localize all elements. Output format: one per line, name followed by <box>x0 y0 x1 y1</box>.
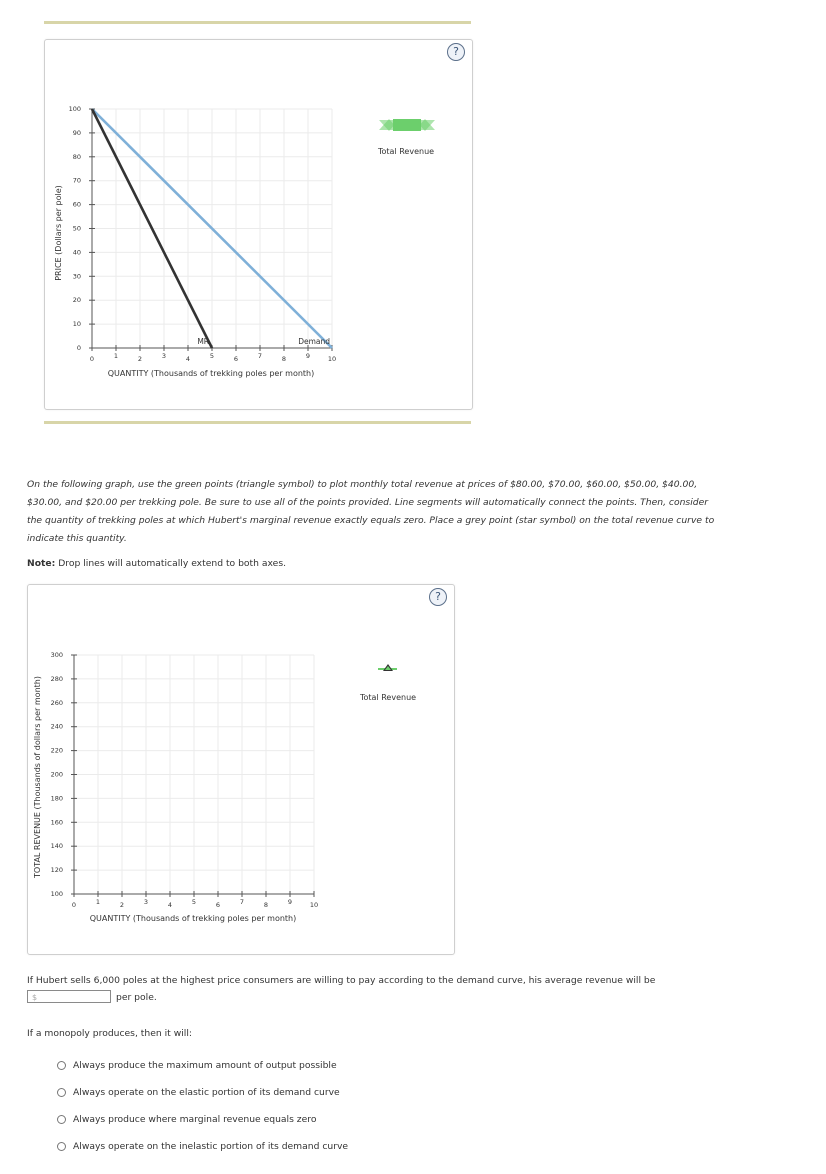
radio-button[interactable] <box>57 1061 66 1070</box>
graph1-x-tick-label: 3 <box>161 352 167 360</box>
graph1-y-tick-label: 0 <box>76 344 81 352</box>
graph2-x-tick-label: 10 <box>309 901 319 909</box>
option-inelastic-portion[interactable] <box>57 1141 348 1152</box>
average-revenue-input[interactable]: $ <box>27 990 111 1003</box>
note-body: Drop lines will automatically extend to both axes. <box>58 558 287 569</box>
graph2-x-tick-label: 1 <box>95 898 101 906</box>
graph1-y-tick-label: 100 <box>68 105 81 113</box>
option-max-output[interactable] <box>57 1060 337 1071</box>
graph1-y-tick-label: 80 <box>72 152 81 161</box>
graph1-x-tick-label: 5 <box>209 352 215 360</box>
graph2-y-tick-label: 280 <box>50 674 63 683</box>
average-revenue-question: If Hubert sells 6,000 poles at the highest price consumers are willing to pay according to the demand curve, his average revenue will be <box>27 975 656 986</box>
graph1-y-axis-label: PRICE (Dollars per pole) <box>54 185 63 281</box>
graph2-x-tick-label: 3 <box>143 898 149 906</box>
graph1-x-tick-label: 8 <box>281 355 287 363</box>
graph2-x-tick-label: 6 <box>215 901 221 909</box>
note-label: Note: <box>27 558 56 569</box>
graph1-x-tick-label: 7 <box>257 352 263 360</box>
graph1-legend-icon[interactable] <box>379 119 435 131</box>
radio-button[interactable] <box>57 1088 66 1097</box>
graph1-y-tick-label: 20 <box>72 296 81 305</box>
graph2-y-tick-label: 260 <box>50 698 63 707</box>
graph1-x-tick-label: 4 <box>185 355 191 363</box>
mr-label: MR <box>197 337 209 346</box>
graph1-legend-label: Total Revenue <box>378 147 435 156</box>
graph2-x-tick-label: 7 <box>239 898 245 906</box>
graph2-y-tick-label: 100 <box>50 890 63 898</box>
graph2-y-tick-label: 160 <box>50 818 63 827</box>
graph2-legend-label: Total Revenue <box>360 693 417 702</box>
graph1-y-tick-label: 40 <box>72 248 81 257</box>
graph1-y-tick-label: 50 <box>72 224 81 233</box>
graph2-y-tick-label: 300 <box>50 651 63 659</box>
graph2-x-tick-label: 2 <box>119 901 125 909</box>
graph2-x-tick-label: 4 <box>167 901 173 909</box>
graph2-y-tick-label: 240 <box>50 722 63 731</box>
graph1-y-tick-label: 90 <box>72 128 81 137</box>
graph1-x-tick-label: 2 <box>137 355 143 363</box>
graph2-help-icon[interactable]: ? <box>429 588 447 606</box>
top-divider <box>44 21 471 24</box>
graph2-y-tick-label: 180 <box>50 794 63 803</box>
graph2-y-tick-label: 140 <box>50 842 63 851</box>
graph1-y-tick-label: 70 <box>72 176 81 185</box>
graph1-y-tick-label: 60 <box>72 200 81 209</box>
radio-button[interactable] <box>57 1142 66 1151</box>
option-label: Always operate on the inelastic portion of its demand curve <box>73 1141 349 1152</box>
graph2-x-tick-label: 9 <box>287 898 293 906</box>
note-text <box>27 558 286 569</box>
graph2-y-tick-label: 200 <box>50 770 63 779</box>
instructions-text: On the following graph, use the green points (triangle symbol) to plot monthly total revenue at prices of $80.00, $70.00, $60.00, $50.00, $40.00, $30.00, and $20.00 per trekking pole. Be sure to use all of the points provided. Line segments will automatically connect the points. Then, consider the quantity of trekking poles at which Hubert's marginal revenue exactly equals zero. Place a grey point (star symbol) on the total revenue curve to indicate this quantity. <box>27 479 715 544</box>
graph2-chart[interactable] <box>28 585 454 954</box>
graph1-x-tick-label: 1 <box>113 352 119 360</box>
radio-button[interactable] <box>57 1115 66 1124</box>
average-revenue-suffix: per pole. <box>116 992 157 1003</box>
graph2-x-tick-label: 5 <box>191 898 197 906</box>
graph1-y-tick-label: 10 <box>72 320 81 329</box>
graph1-x-tick-label: 6 <box>233 355 239 363</box>
option-label: Always produce where marginal revenue equals zero <box>73 1114 317 1125</box>
monopoly-question: If a monopoly produces, then it will: <box>27 1028 192 1039</box>
graph2-panel <box>27 584 455 955</box>
option-mr-equals-zero[interactable] <box>57 1114 316 1125</box>
option-label: Always operate on the elastic portion of its demand curve <box>73 1087 340 1098</box>
demand-label: Demand <box>298 337 330 346</box>
graph1-chart[interactable] <box>45 40 472 409</box>
graph1-panel <box>44 39 473 410</box>
option-label: Always produce the maximum amount of output possible <box>73 1060 337 1071</box>
graph2-x-axis-label: QUANTITY (Thousands of trekking poles per month) <box>89 914 297 923</box>
graph1-y-tick-label: 30 <box>72 272 81 281</box>
middle-divider <box>44 421 471 424</box>
graph1-x-tick-label: 9 <box>305 352 311 360</box>
graph2-x-tick-label: 8 <box>263 901 269 909</box>
option-elastic-portion[interactable] <box>57 1087 340 1098</box>
graph2-legend-icon[interactable] <box>378 664 397 671</box>
graph1-help-icon[interactable]: ? <box>447 43 465 61</box>
graph1-x-tick-label: 0 <box>89 355 95 363</box>
graph2-y-tick-label: 220 <box>50 746 63 755</box>
graph2-x-tick-label: 0 <box>71 901 77 909</box>
graph1-x-axis-label: QUANTITY (Thousands of trekking poles per month) <box>107 369 315 378</box>
graph1-x-tick-label: 10 <box>327 355 337 363</box>
graph2-y-axis-label: TOTAL REVENUE (Thousands of dollars per month) <box>33 676 42 878</box>
graph2-y-tick-label: 120 <box>50 866 63 875</box>
